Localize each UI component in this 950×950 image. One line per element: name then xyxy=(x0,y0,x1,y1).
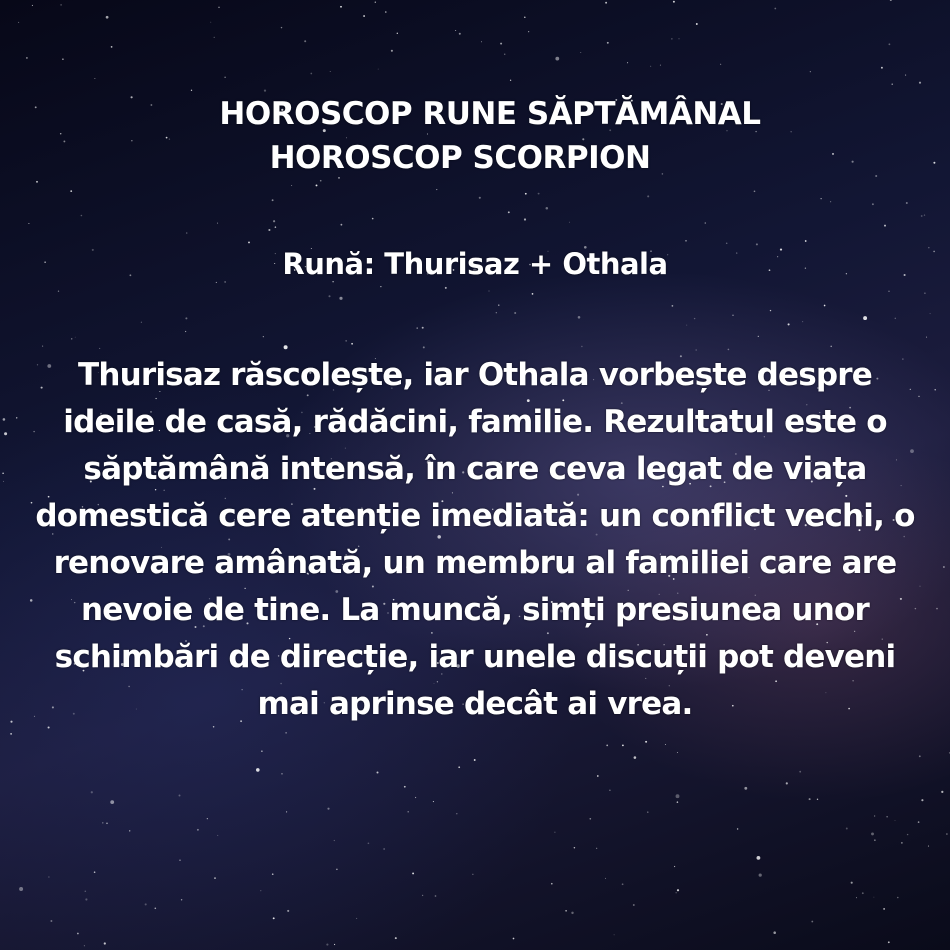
star xyxy=(856,897,857,898)
star xyxy=(921,799,923,801)
star xyxy=(622,883,624,885)
star xyxy=(919,82,921,84)
star xyxy=(851,882,853,884)
star xyxy=(919,755,921,757)
star xyxy=(106,16,109,19)
star xyxy=(60,4,62,6)
star xyxy=(622,744,624,746)
star xyxy=(395,937,397,939)
star xyxy=(334,944,335,945)
star xyxy=(846,828,848,830)
star xyxy=(10,721,12,723)
star xyxy=(918,821,920,823)
star xyxy=(786,782,788,784)
star xyxy=(129,830,130,831)
star xyxy=(946,833,948,835)
star xyxy=(905,75,906,76)
star xyxy=(456,813,457,814)
star xyxy=(2,472,4,474)
star xyxy=(936,608,938,610)
star xyxy=(597,775,599,777)
rune-line: Rună: Thurisaz + Othala xyxy=(282,247,668,281)
star xyxy=(415,797,416,798)
star xyxy=(455,30,456,31)
star xyxy=(554,832,555,833)
star xyxy=(933,251,935,253)
star xyxy=(287,910,289,912)
star xyxy=(907,834,908,835)
star xyxy=(412,872,414,874)
star xyxy=(281,27,282,28)
star xyxy=(383,848,384,849)
star xyxy=(589,818,591,820)
star xyxy=(647,811,648,812)
star xyxy=(281,773,283,775)
star xyxy=(110,800,114,804)
star xyxy=(459,33,461,35)
star xyxy=(106,822,108,824)
star xyxy=(510,80,511,81)
star xyxy=(48,876,49,877)
star xyxy=(155,908,157,910)
star xyxy=(871,832,874,835)
star xyxy=(774,8,776,10)
star xyxy=(528,31,529,32)
title-line-2: HOROSCOP SCORPION xyxy=(269,140,651,176)
star xyxy=(759,874,762,877)
star xyxy=(677,889,679,891)
star xyxy=(404,786,406,788)
star xyxy=(696,23,698,25)
star xyxy=(607,42,609,44)
star xyxy=(890,0,892,1)
star xyxy=(4,432,7,435)
star xyxy=(145,903,147,905)
star xyxy=(207,818,208,819)
star xyxy=(340,6,342,8)
star xyxy=(614,934,615,935)
star xyxy=(551,883,553,885)
star xyxy=(217,835,218,836)
star xyxy=(888,43,890,45)
star xyxy=(677,801,679,803)
star xyxy=(571,912,573,914)
star xyxy=(368,842,370,844)
star xyxy=(673,1,675,3)
star xyxy=(26,57,28,59)
star xyxy=(181,899,182,900)
star xyxy=(809,798,811,800)
star xyxy=(676,892,677,893)
star xyxy=(102,822,103,823)
star xyxy=(810,71,811,72)
star xyxy=(179,860,180,861)
star xyxy=(678,38,679,39)
star xyxy=(85,898,87,900)
star xyxy=(385,11,387,13)
star xyxy=(304,40,306,42)
star xyxy=(873,897,874,898)
star xyxy=(634,756,637,759)
star xyxy=(422,895,423,896)
star xyxy=(811,921,813,923)
star xyxy=(773,931,776,934)
star xyxy=(928,247,930,249)
star xyxy=(334,840,335,841)
star xyxy=(326,944,328,946)
star xyxy=(3,481,4,482)
star xyxy=(435,895,437,897)
star xyxy=(524,16,526,18)
star xyxy=(261,750,262,751)
star xyxy=(397,33,398,34)
star xyxy=(330,71,331,72)
star xyxy=(892,84,893,85)
star xyxy=(720,64,721,65)
star xyxy=(376,771,378,773)
star xyxy=(757,856,761,860)
star xyxy=(378,69,379,70)
star xyxy=(104,942,106,944)
star xyxy=(513,938,515,940)
star xyxy=(886,816,887,817)
star xyxy=(179,795,181,797)
star xyxy=(883,908,885,910)
star xyxy=(19,887,23,891)
star xyxy=(924,292,926,294)
star xyxy=(645,741,647,743)
star xyxy=(555,57,559,61)
star xyxy=(627,62,628,63)
star xyxy=(10,733,12,735)
star xyxy=(197,829,199,831)
horoscope-body-text: Thurisaz răscolește, iar Othala vorbește despre ideile de casă, rădăcini, familie. Rezultatul este o săptămână intensă, în care ceva legat de viața domestică cere atenție imediată: un conflict vechi, o renovare amânată, un membru al familiei care are nevoie de tine. La muncă, simți presiunea unor schimbări de direcție, iar unele discuții pot deveni mai aprinse decât ai vrea. xyxy=(35,357,915,722)
star xyxy=(391,50,393,52)
star xyxy=(407,811,409,813)
star xyxy=(926,337,927,338)
star xyxy=(50,920,52,922)
horoscope-text-block xyxy=(30,92,920,728)
star xyxy=(928,846,929,847)
title-line-1: HOROSCOP RUNE SĂPTĂMÂNAL xyxy=(219,96,761,132)
star xyxy=(285,732,286,733)
star xyxy=(481,41,482,42)
star xyxy=(650,66,651,67)
star xyxy=(609,789,611,791)
star xyxy=(924,214,925,215)
star xyxy=(605,878,606,879)
star xyxy=(606,745,608,747)
star xyxy=(943,566,945,568)
star xyxy=(32,5,33,6)
star xyxy=(565,910,567,912)
star xyxy=(897,897,899,899)
star xyxy=(676,794,680,798)
star xyxy=(605,2,607,4)
star xyxy=(472,874,473,875)
star xyxy=(336,869,337,870)
star xyxy=(933,162,935,164)
star xyxy=(272,873,274,875)
star xyxy=(817,799,818,800)
star xyxy=(16,417,17,418)
star xyxy=(375,2,376,3)
star xyxy=(84,945,85,946)
star xyxy=(310,73,312,75)
star xyxy=(677,752,678,753)
star xyxy=(921,215,923,217)
star xyxy=(862,892,864,894)
star xyxy=(356,918,357,919)
star xyxy=(674,866,675,867)
star xyxy=(901,842,902,843)
star xyxy=(214,877,216,879)
star xyxy=(91,791,93,793)
star xyxy=(214,37,215,38)
star xyxy=(273,917,275,919)
star xyxy=(934,389,935,390)
star xyxy=(218,7,219,8)
star xyxy=(895,820,896,821)
star xyxy=(224,77,225,78)
star xyxy=(77,933,79,935)
star xyxy=(596,848,597,849)
star xyxy=(930,313,931,314)
star xyxy=(744,787,747,790)
star xyxy=(633,904,635,906)
star xyxy=(881,67,883,69)
star xyxy=(737,828,738,829)
star xyxy=(504,54,505,55)
star xyxy=(433,801,434,802)
star xyxy=(191,90,192,91)
star xyxy=(799,771,801,773)
star xyxy=(85,891,87,893)
star xyxy=(62,58,64,60)
star xyxy=(660,65,661,66)
star xyxy=(210,22,211,23)
star xyxy=(327,808,329,810)
star xyxy=(474,759,476,761)
star xyxy=(574,847,575,848)
star xyxy=(665,744,666,745)
star xyxy=(500,43,502,45)
star xyxy=(111,46,113,48)
star xyxy=(888,941,890,943)
star xyxy=(671,38,672,39)
star xyxy=(94,871,96,873)
star xyxy=(363,15,365,17)
star xyxy=(94,78,95,79)
star xyxy=(941,791,943,793)
star xyxy=(580,52,581,53)
star xyxy=(458,766,460,768)
star xyxy=(874,815,875,816)
star xyxy=(874,839,875,840)
star xyxy=(18,22,19,23)
star xyxy=(256,768,260,772)
star xyxy=(3,418,6,421)
star xyxy=(286,811,287,812)
star xyxy=(260,890,261,891)
